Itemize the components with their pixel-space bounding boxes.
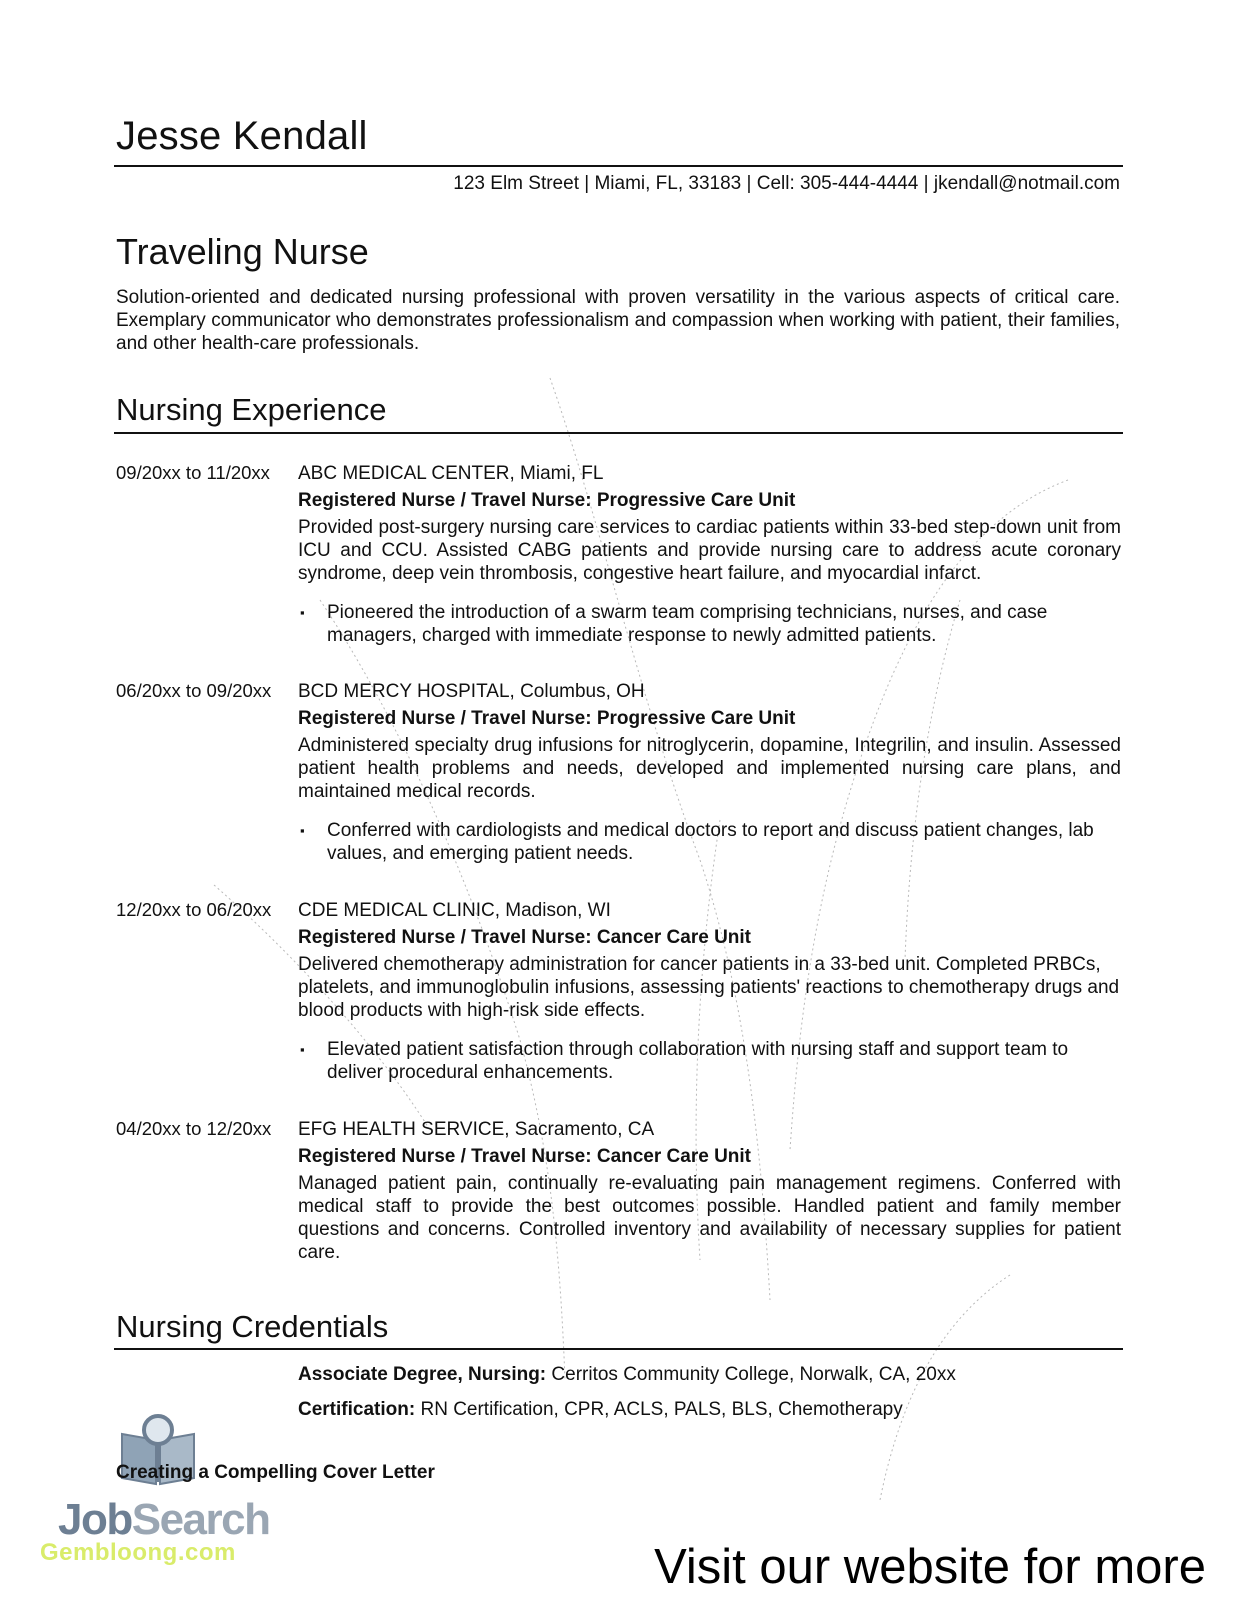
job-bullet-text: Conferred with cardiologists and medical doctors to report and discuss patient changes, lab values, and emerging patient needs. <box>327 820 1094 864</box>
brand-logo <box>58 1495 270 1545</box>
job-role: Registered Nurse / Travel Nurse: Cancer Care Unit <box>298 1146 752 1167</box>
job-description: Provided post-surgery nursing care services to cardiac patients within 33-bed step-down unit from ICU and CCU. Assisted CABG patients and provide nursing care to address acute coronary syndrome, deep vein thrombosis, congestive heart failure, and myocardial infarct. <box>298 517 1121 584</box>
job-bullets <box>298 601 1121 647</box>
credential-degree-label: Associate Degree, Nursing: <box>298 1364 547 1385</box>
job-bullet-item <box>298 819 1121 865</box>
visit-website-banner[interactable]: Visit our website for more <box>654 1540 1206 1594</box>
job-dates: 06/20xx to 09/20xx <box>116 680 272 701</box>
candidate-name: Jesse Kendall <box>116 114 368 158</box>
job-description: Administered specialty drug infusions for nitroglycerin, dopamine, Integrilin, and insulin. Assessed patient health problems and needs, developed and implemented nursing care plans, and maintained medical records. <box>298 735 1121 802</box>
experience-heading: Nursing Experience <box>116 392 387 427</box>
job-description: Delivered chemotherapy administration for cancer patients in a 33-bed unit. Completed PRBCs, platelets, and immunoglobulin infusions, assessing patients' reactions to chemotherapy drugs and blood products with high-risk side effects. <box>298 954 1120 1021</box>
cover-letter-link[interactable]: Creating a Compelling Cover Letter <box>116 1462 435 1483</box>
job-role: Registered Nurse / Travel Nurse: Progressive Care Unit <box>298 490 796 511</box>
bullet-icon: ▪ <box>300 1042 305 1057</box>
credential-degree-value: Cerritos Community College, Norwalk, CA, 20xx <box>551 1364 956 1385</box>
job-entry <box>116 462 1121 647</box>
experience-rule <box>114 432 1123 434</box>
job-employer: BCD MERCY HOSPITAL, Columbus, OH <box>298 681 645 702</box>
job-dates: 09/20xx to 11/20xx <box>116 462 270 483</box>
credential-cert-label: Certification: <box>298 1399 416 1420</box>
brand-logo-part2: Search <box>131 1495 270 1544</box>
job-employer: ABC MEDICAL CENTER, Miami, FL <box>298 463 604 484</box>
job-dates: 04/20xx to 12/20xx <box>116 1118 272 1139</box>
bullet-icon: ▪ <box>300 823 305 838</box>
credentials-heading: Nursing Credentials <box>116 1309 389 1344</box>
bullet-icon: ▪ <box>300 605 305 620</box>
headline: Traveling Nurse <box>116 231 369 272</box>
brand-site-name: Gembloong.com <box>40 1539 236 1566</box>
contact-line: 123 Elm Street | Miami, FL, 33183 | Cell: 305-444-4444 | jkendall@notmail.com <box>453 173 1120 194</box>
job-bullet-text: Pioneered the introduction of a swarm team comprising technicians, nurses, and case managers, charged with immediate response to newly admitted patients. <box>327 602 1048 646</box>
summary-paragraph: Solution-oriented and dedicated nursing professional with proven versatility in the various aspects of critical care. Exemplary communicator who demonstrates professionalism and compassion when working with patient, their families, and other health-care professionals. <box>116 287 1120 354</box>
job-employer: EFG HEALTH SERVICE, Sacramento, CA <box>298 1119 655 1140</box>
job-bullet-item <box>298 601 1121 647</box>
job-role: Registered Nurse / Travel Nurse: Cancer Care Unit <box>298 927 752 948</box>
credential-certification <box>298 1399 903 1421</box>
job-entry <box>116 680 1121 865</box>
job-dates: 12/20xx to 06/20xx <box>116 899 272 920</box>
credentials-rule <box>114 1348 1123 1350</box>
brand-logo-part1: Job <box>58 1495 132 1544</box>
job-role: Registered Nurse / Travel Nurse: Progressive Care Unit <box>298 708 796 729</box>
job-bullets <box>298 1038 1121 1084</box>
job-bullet-text: Elevated patient satisfaction through collaboration with nursing staff and support team to deliver procedural enhancements. <box>327 1039 1069 1083</box>
job-entry <box>116 899 1121 1084</box>
job-entry <box>116 1118 1121 1264</box>
credential-degree <box>298 1364 956 1386</box>
job-bullet-item <box>298 1038 1121 1084</box>
header-rule <box>114 165 1123 167</box>
job-bullets <box>298 819 1121 865</box>
credential-cert-value: RN Certification, CPR, ACLS, PALS, BLS, Chemotherapy <box>420 1399 903 1420</box>
job-description: Managed patient pain, continually re-evaluating pain management regimens. Conferred with medical staff to provide the best outcomes possible. Handled patient and family member questions and concerns. Controlled inventory and availability of necessary supplies for patient care. <box>298 1173 1121 1263</box>
job-employer: CDE MEDICAL CLINIC, Madison, WI <box>298 900 611 921</box>
